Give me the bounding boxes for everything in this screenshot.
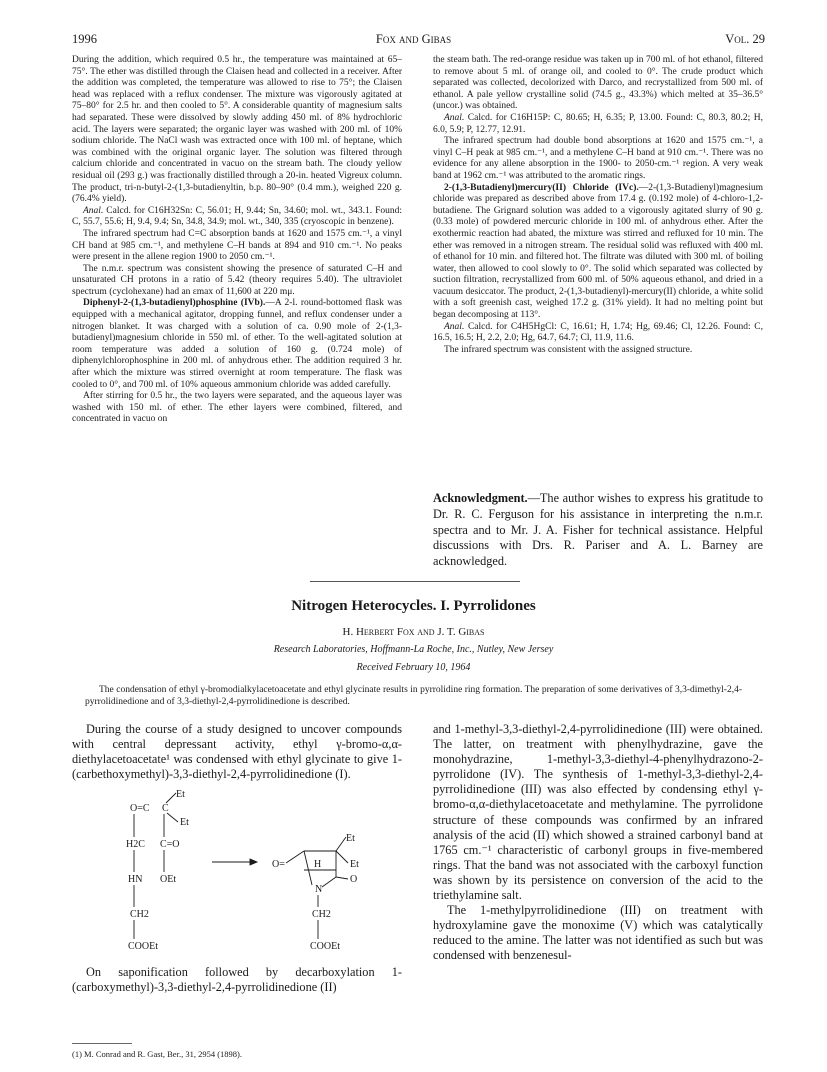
atom-label: CH2 <box>130 909 149 920</box>
experimental-left-column <box>72 55 402 426</box>
section-divider <box>310 581 520 582</box>
atom-label: CH2 <box>312 909 331 920</box>
atom-label: C <box>162 803 169 814</box>
paragraph: The infrared spectrum had double bond absorptions at 1620 and 1575 cm.⁻¹, a vinyl C–H peak at 985 cm.⁻¹, and a methylene C–H band at 910 cm.⁻¹. There was no evidence for any allene absorption in the 1900- to 2050-cm.⁻¹ region. A very weak band at 1962 cm.⁻¹ was attributed to the aromatic rings. <box>433 136 763 181</box>
acknowledgment-text: —The author wishes to express his gratitude to Dr. R. C. Ferguson for his assistance in interpreting the n.m.r. spectra and to Mr. J. A. Fisher for technical assistance. Helpful discussions with Drs. R. Pariser and A. L. Barney are acknowledged. <box>433 491 763 569</box>
paragraph <box>433 113 763 136</box>
anal-label: Anal. <box>444 321 465 332</box>
anal-text: Calcd. for C4H5HgCl: C, 16.61; H, 1.74; Hg, 69.46; Cl, 12.26. Found: C, 16.5, 16.5; H, 2.2, 2.0; Hg, 64.7, 64.7; Cl, 11.9, 11.6. <box>433 321 763 344</box>
received-date: Received February 10, 1964 <box>356 662 471 673</box>
atom-label: HN <box>128 874 143 885</box>
atom-label: H2C <box>126 839 145 850</box>
page-number: 1996 <box>72 32 97 46</box>
atom-label: COOEt <box>128 941 158 952</box>
compound-heading: 2-(1,3-Butadienyl)mercury(II) Chloride (IVc). <box>444 182 639 193</box>
paragraph <box>433 322 763 345</box>
atom-label: C=O <box>160 839 180 850</box>
compound-heading: Diphenyl-2-(1,3-butadienyl)phosphine (IVb). <box>83 298 266 309</box>
atom-label: Et <box>350 859 359 870</box>
paragraph: On saponification followed by decarboxylation 1-(carboxymethyl)-3,3-diethyl-2,4-pyrrolidinedione (II) <box>72 965 402 995</box>
procedure-text: —2-(1,3-Butadienyl)magnesium chloride was prepared as described above from 17.4 g. (0.192 mole) of 4-chloro-1,2-butadiene. The Grignard solution was added to a vigorously agitated slurry of 90 g. (0.33 mole) of powdered mercuric chloride in 100 ml. of anhydrous ether. After the exothermic reaction had abated, the mixture was stirred and refluxed for 10 min. The ether was removed in a nitrogen stream. The residual solid was refluxed with 400 ml. of ethanol for 10 min. and filtered hot. The filtrate was diluted with 300 ml. of boiling water, then allowed to cool slowly to 0°. The solid which separated was collected by suction filtration, recrystallized from 600 ml. of 50% aqueous ethanol, and dried in a vacuum desiccator. The product, 2-(1,3-butadienyl)-mercury(II) chloride, a white solid with a soft greenish cast, weighed 17.2 g. (31% yield). It had no melting point but began decomposing at 113°. <box>433 182 763 321</box>
paragraph: The infrared spectrum had C=C absorption bands at 1620 and 1575 cm.⁻¹, a vinyl CH band at 985 cm.⁻¹, and methylene C–H bands at 894 and 910 cm.⁻¹. No peaks were present in the allene region 1900 to 2050 cm.⁻¹. <box>72 228 402 263</box>
article-authors: H. Herbert Fox and J. T. Gibas <box>342 626 485 638</box>
paragraph: During the course of a study designed to uncover compounds with central depressant activity, ethyl γ-bromo-α,α-diethylacetoacetate¹ was condensed with ethyl glycinate to give 1-(carbethoxymethyl)-3,3-diethyl-2,4-pyrrolidinedione (I). <box>72 722 402 782</box>
paragraph: and 1-methyl-3,3-diethyl-2,4-pyrrolidinedione (III) were obtained. The latter, on treatment with phenylhydrazine, gave the monohydrazine, 1-methyl-3,3-diethyl-4-phenylhydrazono-2-pyrrolidone (IV). The synthesis of 1-methyl-3,3-diethyl-2,4-pyrrolidinedione (III) was also effected by condensing ethyl γ-bromo-α,α-diethylacetoacetate and methylamine. The pyrrolidone structure of these compounds was confirmed by an infrared analysis of the acid (II) which showed a strained carbonyl band at 1765 cm.⁻¹ characteristic of carbonyl groups in five-membered rings. That the band was not associated with the carboxyl function was shown by its persistence on conversion of the acid to the triethylamine salt. <box>433 722 763 903</box>
atom-label: Et <box>176 789 185 800</box>
volume-label: Vol. 29 <box>725 32 765 46</box>
atom-label: COOEt <box>310 941 340 952</box>
paragraph: the steam bath. The red-orange residue was taken up in 700 ml. of hot ethanol, filtered to remove about 5 ml. of orange oil, and cooled to 0°. The crude product which separated was collected, decolorized with Darco, and recrystallized from 500 ml. of ethanol. A pale yellow crystalline solid (74.5 g., 43.3%) which melted at 35–36.5° (uncor.) was obtained. <box>433 55 763 112</box>
paragraph <box>433 183 763 322</box>
body-left-column <box>72 722 402 782</box>
atom-label: H <box>314 859 322 870</box>
reaction-arrow <box>212 859 257 865</box>
footnote-rule <box>72 1043 132 1044</box>
paragraph: The infrared spectrum was consistent with the assigned structure. <box>444 344 693 355</box>
reaction-scheme <box>100 785 400 965</box>
paragraph: The n.m.r. spectrum was consistent showing the presence of saturated C–H and unsaturated CH protons in a ratio of 5.42 (theory requires 5.40). The ultraviolet spectrum (cyclohexane) had an εmax of 11,600 at 220 mμ. <box>72 263 402 297</box>
atom-label: O= <box>272 859 285 870</box>
anal-text: Calcd. for C16H32Sn: C, 56.01; H, 9.44; Sn, 34.60; mol. wt., 343.1. Found: C, 55.7, 55.6; H, 9.4, 9.4; Sn, 34.8, 34.9; mol. wt., 340, 335 (cryoscopic in benzene). <box>72 205 402 228</box>
paragraph: The 1-methylpyrrolidinedione (III) on treatment with hydroxylamine gave the monoxime (V) which was catalytically reduced to the amine. The latter was not identified as such but was condensed with benzenesul- <box>433 903 763 963</box>
body-right-column <box>433 722 763 964</box>
atom-label: O <box>350 874 358 885</box>
article-title: Nitrogen Heterocycles. I. Pyrrolidones <box>291 598 536 614</box>
body-left-column-continued <box>72 965 402 995</box>
acknowledgment-label: Acknowledgment. <box>433 491 528 505</box>
article-affiliation: Research Laboratories, Hoffmann-La Roche, Inc., Nutley, New Jersey <box>273 644 554 655</box>
atom-label: Et <box>180 817 189 828</box>
anal-text: Calcd. for C16H15P: C, 80.65; H, 6.35; P, 13.00. Found: C, 80.3, 80.2; H, 6.0, 5.9; P, 12.77, 12.91. <box>433 112 763 135</box>
footnote: (1) M. Conrad and R. Gast, Ber., 31, 2954 (1898). <box>72 1049 242 1059</box>
anal-label: Anal. <box>444 112 465 123</box>
anal-label: Anal. <box>83 205 104 216</box>
atom-label: O=C <box>130 803 150 814</box>
acknowledgment <box>433 491 763 570</box>
atom-label: Et <box>346 833 355 844</box>
atom-label: N <box>315 884 323 895</box>
abstract: The condensation of ethyl γ-bromodialkylacetoacetate and ethyl glycinate results in pyrrolidine ring formation. The preparation of some derivatives of 3,3-dimethyl-2,4-pyrrolidinedione and of 3,3-diethyl-2,4-pyrrolidinedione is described. <box>85 685 742 707</box>
paragraph <box>72 206 402 229</box>
experimental-right-column <box>433 55 763 356</box>
atom-label: OEt <box>160 874 177 885</box>
procedure-text: —A 2-l. round-bottomed flask was equipped with a mechanical agitator, dropping funnel, and reflux condenser under a nitrogen blanket. It was charged with a solution of ca. 0.90 mole of 2-(1,3-butadienyl)magnesium chloride in 550 ml. of ether. To the well-agitated solution at room temperature was added a solution of 160 g. (0.724 mole) of diphenylchlorophosphine in 200 ml. of anhydrous ether. The addition required 3 hr. after which the mixture was stirred overnight at room temperature. The flask was cooled to 0°, and 700 ml. of 10% aqueous ammonium chloride was added carefully. <box>72 298 402 390</box>
paragraph: After stirring for 0.5 hr., the two layers were separated, and the aqueous layer was washed with 150 ml. of ether. The ether layers were combined, filtered, and concentrated in vacuo on <box>72 391 402 425</box>
running-title: Fox and Gibas <box>375 32 452 46</box>
paragraph: During the addition, which required 0.5 hr., the temperature was maintained at 65–75°. The ether was distilled through the Claisen head and collected in a receiver. After the addition was completed, the temperature was allowed to rise to 75°; the Claisen head was replaced with a reflux condenser. The mixture was vigorously agitated at 75–80° for 2.5 hr. and then cooled to 5°. A considerable quantity of magnesium salts had separated. These were dissolved by slowly adding 450 ml. of 8% hydrochloric acid. The layers were separated; the organic layer was washed with 200 ml. of 10% sodium chloride. The NaCl wash was extracted once with 100 ml. of heptane, which was combined with the original organic layer. The solution was filtered through calcium chloride and concentrated in vacuo on the stream bath. The cloudy yellow residual oil (293 g.) was fractionally distilled through a 20-in. heated Vigreux column. The product, tri-n-butyl-2-(1,3-butadienyltin, b.p. 80–90° (0.4 mm.), weighed 220 g. (76.4% yield). <box>72 55 402 205</box>
paragraph <box>72 298 402 391</box>
